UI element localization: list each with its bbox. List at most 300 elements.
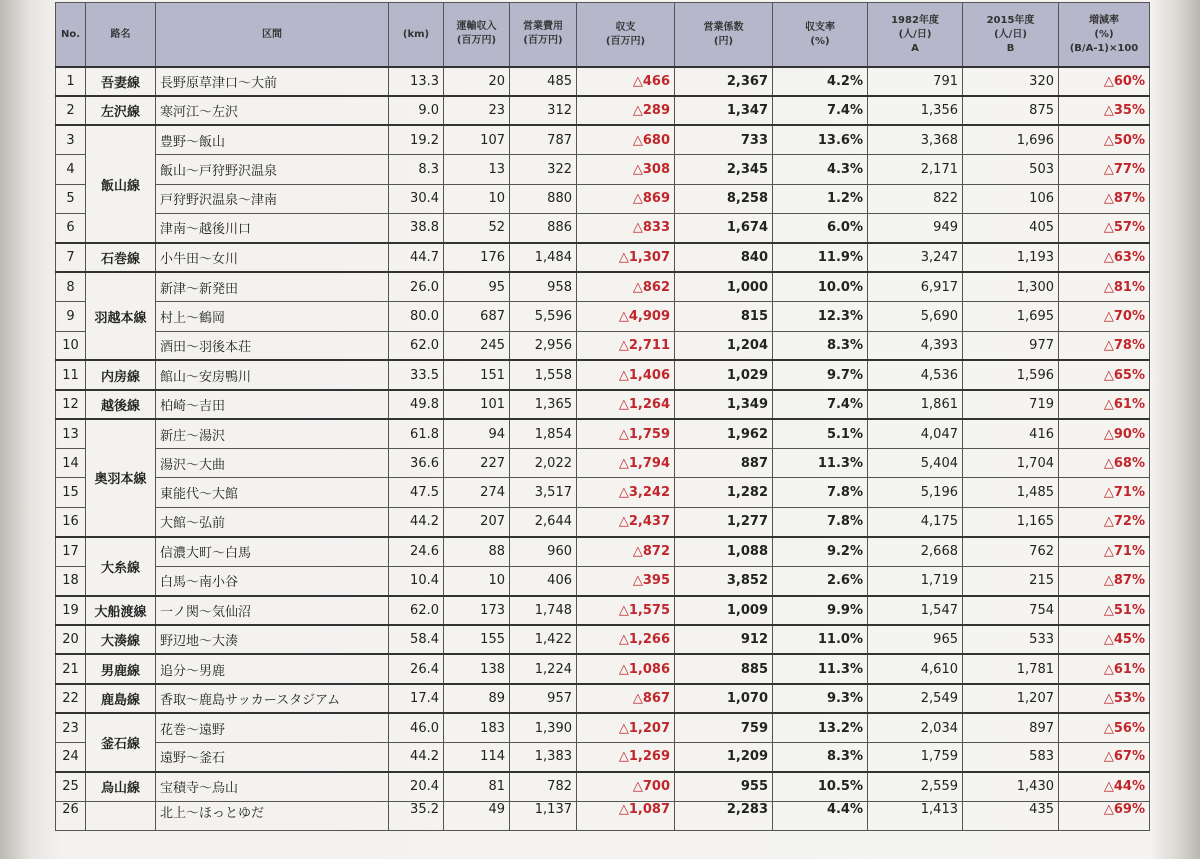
change-rate [1059,566,1150,595]
table-row [56,331,1150,360]
balance-amount: 4,909 [628,308,670,324]
revenue-value: 274 [444,478,510,507]
table-row [56,213,1150,242]
header-1982: 1982年度 (人/日) A [868,3,963,67]
balance-value [577,537,675,566]
change-amount: 87% [1113,191,1145,207]
revenue-value: 52 [444,213,510,242]
balance-amount: 2,437 [628,514,670,530]
revenue-value: 10 [444,566,510,595]
section-name: 飯山～戸狩野沢温泉 [156,155,389,184]
ridership-2015: 754 [963,596,1059,625]
ridership-1982: 3,247 [868,243,963,272]
ridership-2015: 762 [963,537,1059,566]
section-name: 村上～鶴岡 [156,302,389,331]
negative-mark: △ [1103,426,1114,442]
length-km: 47.5 [389,478,444,507]
balance-value [577,96,675,125]
revenue-value: 114 [444,742,510,771]
row-number: 14 [56,449,86,478]
negative-mark: △ [618,396,629,412]
table-row [56,360,1150,389]
header-ratio: 収支率 (%) [773,3,868,67]
ridership-1982: 1,356 [868,96,963,125]
change-rate [1059,213,1150,242]
change-amount: 50% [1113,132,1145,148]
ratio-value: 4.4% [773,801,868,830]
table-body [56,67,1150,831]
negative-mark: △ [1103,573,1114,589]
change-amount: 60% [1113,73,1145,89]
ratio-value: 9.2% [773,537,868,566]
length-km: 24.6 [389,537,444,566]
section-name: 小牛田～女川 [156,243,389,272]
ridership-2015: 875 [963,96,1059,125]
length-km: 10.4 [389,566,444,595]
header-row [56,3,1150,67]
table-row [56,390,1150,419]
balance-amount: 289 [642,103,670,119]
negative-mark: △ [1103,279,1114,295]
table-row [56,302,1150,331]
ratio-value: 10.5% [773,772,868,801]
row-number: 5 [56,184,86,213]
negative-mark: △ [1103,161,1114,177]
row-number: 1 [56,67,86,96]
negative-mark: △ [618,801,629,817]
ridership-2015: 1,696 [963,125,1059,154]
ridership-2015: 1,781 [963,654,1059,683]
balance-value [577,155,675,184]
length-km: 44.7 [389,243,444,272]
section-name: 酒田～羽後本荘 [156,331,389,360]
row-number: 16 [56,507,86,536]
revenue-value: 10 [444,184,510,213]
section-name: 豊野～飯山 [156,125,389,154]
expense-value: 1,854 [510,419,577,448]
change-amount: 44% [1113,779,1145,795]
negative-mark: △ [1103,632,1114,648]
table-row [56,801,1150,830]
balance-amount: 2,711 [628,337,670,353]
ridership-1982: 2,171 [868,155,963,184]
cost-value: 1,209 [675,742,773,771]
ratio-value: 11.0% [773,625,868,654]
cost-value: 1,088 [675,537,773,566]
ratio-value: 5.1% [773,419,868,448]
balance-amount: 1,794 [628,455,670,471]
revenue-value: 173 [444,596,510,625]
ridership-1982: 6,917 [868,272,963,301]
ridership-2015: 533 [963,625,1059,654]
cost-value: 759 [675,713,773,742]
change-amount: 70% [1113,308,1145,324]
balance-amount: 867 [642,690,670,706]
balance-value [577,302,675,331]
change-amount: 67% [1113,749,1145,765]
expense-value: 1,484 [510,243,577,272]
row-number: 11 [56,360,86,389]
ridership-2015: 1,165 [963,507,1059,536]
row-number: 18 [56,566,86,595]
expense-value: 958 [510,272,577,301]
length-km: 19.2 [389,125,444,154]
length-km: 36.6 [389,449,444,478]
section-name: 宝積寺～烏山 [156,772,389,801]
revenue-value: 49 [444,801,510,830]
cost-value: 1,204 [675,331,773,360]
length-km: 61.8 [389,419,444,448]
row-number: 17 [56,537,86,566]
table-row [56,184,1150,213]
revenue-value: 176 [444,243,510,272]
ridership-1982: 3,368 [868,125,963,154]
change-amount: 56% [1113,720,1145,736]
ratio-value: 9.7% [773,360,868,389]
ridership-1982: 4,536 [868,360,963,389]
section-name: 大館～弘前 [156,507,389,536]
table-row [56,155,1150,184]
header-cost: 営業係数 (円) [675,3,773,67]
ridership-2015: 1,300 [963,272,1059,301]
length-km: 44.2 [389,507,444,536]
ridership-1982: 1,759 [868,742,963,771]
change-rate [1059,742,1150,771]
length-km: 62.0 [389,331,444,360]
section-name: 白馬～南小谷 [156,566,389,595]
cost-value: 815 [675,302,773,331]
change-rate [1059,507,1150,536]
balance-amount: 1,207 [628,720,670,736]
ridership-1982: 2,549 [868,684,963,713]
balance-value [577,654,675,683]
line-name: 大湊線 [86,625,156,654]
expense-value: 787 [510,125,577,154]
negative-mark: △ [632,279,643,295]
negative-mark: △ [632,191,643,207]
negative-mark: △ [618,250,629,266]
ridership-2015: 583 [963,742,1059,771]
negative-mark: △ [1103,396,1114,412]
expense-value: 1,383 [510,742,577,771]
expense-value: 1,422 [510,625,577,654]
row-number: 7 [56,243,86,272]
table-row [56,67,1150,96]
row-number: 19 [56,596,86,625]
balance-value [577,390,675,419]
ridership-2015: 1,430 [963,772,1059,801]
table-row [56,449,1150,478]
length-km: 49.8 [389,390,444,419]
length-km: 8.3 [389,155,444,184]
length-km: 26.0 [389,272,444,301]
section-name: 香取～鹿島サッカースタジアム [156,684,389,713]
row-number: 20 [56,625,86,654]
ridership-1982: 5,404 [868,449,963,478]
section-name: 遠野～釜石 [156,742,389,771]
ridership-1982: 2,668 [868,537,963,566]
balance-value [577,684,675,713]
negative-mark: △ [1103,749,1114,765]
cost-value: 1,009 [675,596,773,625]
ridership-2015: 106 [963,184,1059,213]
ratio-value: 13.2% [773,713,868,742]
balance-value [577,243,675,272]
revenue-value: 227 [444,449,510,478]
table-row [56,654,1150,683]
table-row [56,742,1150,771]
ratio-value: 11.9% [773,243,868,272]
revenue-value: 107 [444,125,510,154]
table-row [56,537,1150,566]
revenue-value: 89 [444,684,510,713]
balance-amount: 700 [642,779,670,795]
negative-mark: △ [632,690,643,706]
change-amount: 69% [1113,801,1145,817]
expense-value: 406 [510,566,577,595]
revenue-value: 687 [444,302,510,331]
ridership-1982: 1,861 [868,390,963,419]
row-number: 15 [56,478,86,507]
table-row [56,772,1150,801]
change-rate [1059,449,1150,478]
change-amount: 61% [1113,396,1145,412]
header-line: 路名 [86,3,156,67]
change-rate [1059,331,1150,360]
section-name: 戸狩野沢温泉～津南 [156,184,389,213]
cost-value: 3,852 [675,566,773,595]
change-amount: 71% [1113,485,1145,501]
revenue-value: 183 [444,713,510,742]
balance-value [577,713,675,742]
length-km: 46.0 [389,713,444,742]
change-amount: 45% [1113,632,1145,648]
line-name: 飯山線 [86,125,156,243]
ratio-value: 10.0% [773,272,868,301]
expense-value: 1,390 [510,713,577,742]
line-name: 鹿島線 [86,684,156,713]
line-name: 奥羽本線 [86,419,156,537]
revenue-value: 13 [444,155,510,184]
expense-value: 2,644 [510,507,577,536]
ridership-2015: 1,695 [963,302,1059,331]
cost-value: 1,347 [675,96,773,125]
revenue-value: 88 [444,537,510,566]
ridership-2015: 405 [963,213,1059,242]
expense-value: 5,596 [510,302,577,331]
cost-value: 2,367 [675,67,773,96]
revenue-value: 94 [444,419,510,448]
negative-mark: △ [618,455,629,471]
row-number: 3 [56,125,86,154]
ratio-value: 1.2% [773,184,868,213]
revenue-value: 95 [444,272,510,301]
expense-value: 322 [510,155,577,184]
negative-mark: △ [618,720,629,736]
balance-amount: 872 [642,544,670,560]
cost-value: 1,029 [675,360,773,389]
header-km: (km) [389,3,444,67]
change-rate [1059,96,1150,125]
ridership-2015: 1,596 [963,360,1059,389]
header-change: 増減率 (%) (B/A-1)×100 [1059,3,1150,67]
revenue-value: 155 [444,625,510,654]
change-amount: 63% [1113,250,1145,266]
negative-mark: △ [1103,337,1114,353]
cost-value: 2,283 [675,801,773,830]
ridership-2015: 719 [963,390,1059,419]
change-amount: 57% [1113,220,1145,236]
change-amount: 77% [1113,161,1145,177]
section-name: 津南～越後川口 [156,213,389,242]
header-no: No. [56,3,86,67]
table-row [56,507,1150,536]
section-name: 信濃大町～白馬 [156,537,389,566]
line-name: 釜石線 [86,713,156,772]
negative-mark: △ [618,632,629,648]
balance-value [577,478,675,507]
table-row [56,419,1150,448]
section-name: 湯沢～大曲 [156,449,389,478]
negative-mark: △ [632,103,643,119]
row-number: 6 [56,213,86,242]
ratio-value: 9.9% [773,596,868,625]
ratio-value: 12.3% [773,302,868,331]
ridership-1982: 4,610 [868,654,963,683]
cost-value: 885 [675,654,773,683]
balance-amount: 1,406 [628,367,670,383]
row-number: 8 [56,272,86,301]
ridership-2015: 897 [963,713,1059,742]
negative-mark: △ [1103,132,1114,148]
ratio-value: 7.4% [773,390,868,419]
cost-value: 2,345 [675,155,773,184]
expense-value: 1,748 [510,596,577,625]
change-amount: 71% [1113,544,1145,560]
change-rate [1059,713,1150,742]
change-rate [1059,684,1150,713]
balance-value [577,184,675,213]
change-rate [1059,419,1150,448]
revenue-value: 101 [444,390,510,419]
change-rate [1059,625,1150,654]
line-name: 吾妻線 [86,67,156,96]
negative-mark: △ [1103,779,1114,795]
negative-mark: △ [1103,455,1114,471]
line-name: 男鹿線 [86,654,156,683]
negative-mark: △ [1103,801,1114,817]
negative-mark: △ [1103,661,1114,677]
negative-mark: △ [618,514,629,530]
ridership-1982: 822 [868,184,963,213]
row-number: 26 [56,801,86,830]
ridership-1982: 4,393 [868,331,963,360]
table-row [56,478,1150,507]
revenue-value: 151 [444,360,510,389]
change-rate [1059,360,1150,389]
negative-mark: △ [632,73,643,89]
ratio-value: 9.3% [773,684,868,713]
table-row [56,566,1150,595]
change-amount: 53% [1113,690,1145,706]
expense-value: 312 [510,96,577,125]
balance-value [577,449,675,478]
negative-mark: △ [1103,103,1114,119]
expense-value: 485 [510,67,577,96]
change-amount: 51% [1113,602,1145,618]
length-km: 58.4 [389,625,444,654]
section-name: 新津～新発田 [156,272,389,301]
ridership-2015: 215 [963,566,1059,595]
negative-mark: △ [1103,514,1114,530]
balance-value [577,331,675,360]
revenue-value: 138 [444,654,510,683]
balance-amount: 869 [642,191,670,207]
row-number: 2 [56,96,86,125]
length-km: 26.4 [389,654,444,683]
length-km: 9.0 [389,96,444,125]
ratio-value: 8.3% [773,742,868,771]
change-amount: 65% [1113,367,1145,383]
balance-amount: 1,266 [628,632,670,648]
row-number: 4 [56,155,86,184]
table-row [56,272,1150,301]
row-number: 10 [56,331,86,360]
row-number: 25 [56,772,86,801]
ratio-value: 8.3% [773,331,868,360]
balance-amount: 1,759 [628,426,670,442]
ridership-1982: 949 [868,213,963,242]
cost-value: 1,000 [675,272,773,301]
cost-value: 1,282 [675,478,773,507]
change-rate [1059,654,1150,683]
change-amount: 81% [1113,279,1145,295]
change-rate [1059,478,1150,507]
length-km: 80.0 [389,302,444,331]
balance-value [577,801,675,830]
change-rate [1059,155,1150,184]
balance-amount: 1,269 [628,749,670,765]
table-row [56,713,1150,742]
ridership-2015: 1,207 [963,684,1059,713]
expense-value: 880 [510,184,577,213]
negative-mark: △ [1103,690,1114,706]
table-row [56,243,1150,272]
negative-mark: △ [632,161,643,177]
header-balance: 収支 (百万円) [577,3,675,67]
negative-mark: △ [618,749,629,765]
ratio-value: 7.8% [773,478,868,507]
ratio-value: 4.2% [773,67,868,96]
change-rate [1059,184,1150,213]
balance-value [577,596,675,625]
ridership-1982: 791 [868,67,963,96]
section-name: 寒河江～左沢 [156,96,389,125]
line-name: 烏山線 [86,772,156,801]
balance-amount: 466 [642,73,670,89]
row-number: 24 [56,742,86,771]
ratio-value: 6.0% [773,213,868,242]
negative-mark: △ [632,220,643,236]
change-rate [1059,537,1150,566]
change-amount: 78% [1113,337,1145,353]
ridership-2015: 416 [963,419,1059,448]
balance-value [577,213,675,242]
negative-mark: △ [1103,250,1114,266]
cost-value: 733 [675,125,773,154]
section-name: 北上～ほっとゆだ [156,801,389,830]
balance-amount: 1,264 [628,396,670,412]
